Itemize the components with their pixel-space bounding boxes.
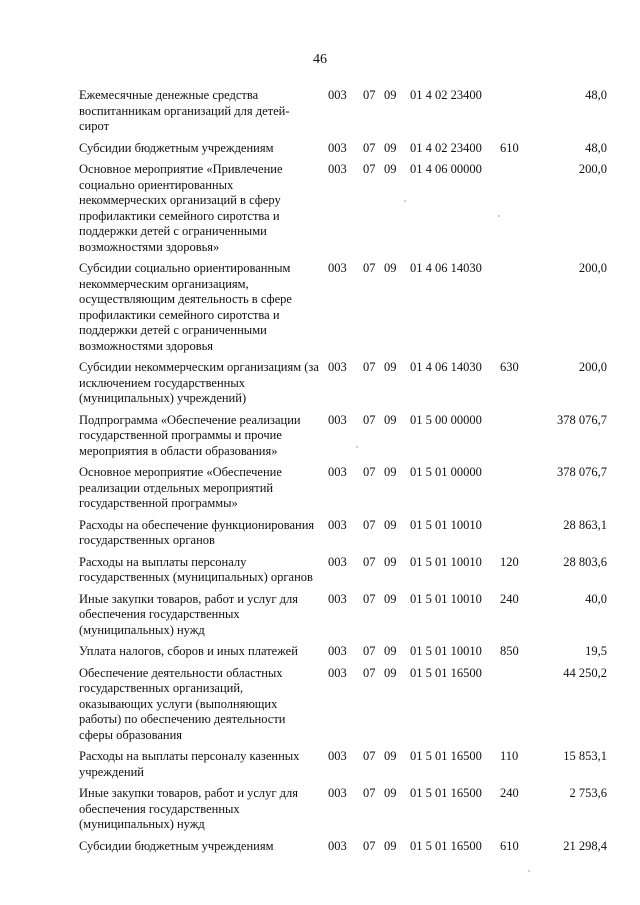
scan-speck: [356, 446, 358, 448]
row-subsection-code: 09: [384, 591, 397, 606]
row-section-code: 07: [363, 554, 376, 569]
row-ministry-code: 003: [328, 465, 347, 479]
row-amount: 48,0: [585, 88, 607, 102]
row-ministry-code: 003: [328, 162, 347, 176]
row-target-code: 01 4 06 14030: [410, 261, 482, 275]
row-name: Расходы на выплаты персоналу казенных учреждений: [79, 749, 300, 779]
row-name: Иные закупки товаров, работ и услуг для обеспечения государственных (муниципальных) нужд: [79, 591, 299, 637]
row-subsection-code: 09: [384, 465, 397, 479]
row-name: Субсидии социально ориентированным некоммерческим организациям, осуществляющим деятельность в сфере профилактики семейного сиротства и поддержки детей с ограниченными возможностями здоровья: [79, 261, 292, 353]
row-name: Расходы на выплаты персоналу государственных (муниципальных) органов: [79, 554, 313, 584]
row-name: Субсидии некоммерческим организациям (за исключением государственных (муниципальных) учреждений): [79, 360, 319, 405]
row-ministry-code: 003: [328, 591, 347, 606]
row-subsection-code: 09: [384, 517, 397, 532]
row-expense-type-code: 630: [500, 360, 519, 374]
row-section-code: 07: [363, 88, 376, 102]
row-subsection-code: 09: [384, 360, 397, 374]
row-ministry-code: 003: [328, 554, 347, 569]
row-target-code: 01 4 06 00000: [410, 162, 482, 176]
row-expense-type-code: 110: [500, 749, 519, 763]
table-row: [79, 644, 611, 660]
row-amount: 19,5: [585, 644, 607, 658]
budget-table: [79, 88, 611, 860]
row-target-code: 01 5 01 16500: [410, 838, 482, 853]
row-amount: 21 298,4: [563, 838, 607, 853]
row-target-code: 01 5 01 16500: [410, 786, 482, 800]
row-name: Иные закупки товаров, работ и услуг для обеспечения государственных (муниципальных) нужд: [79, 786, 299, 831]
row-amount: 28 863,1: [563, 517, 607, 532]
row-section-code: 07: [363, 162, 376, 176]
scan-speck: [528, 870, 530, 872]
row-name: Уплата налогов, сборов и иных платежей: [79, 644, 298, 658]
row-name: Основное мероприятие «Привлечение социально ориентированных некоммерческих организаций в сферу профилактики семейного сиротства и поддержки детей с ограниченными возможностями здоровья»: [79, 162, 283, 254]
table-row: [79, 413, 611, 460]
row-subsection-code: 09: [384, 838, 397, 853]
row-section-code: 07: [363, 786, 376, 800]
row-section-code: 07: [363, 360, 376, 374]
row-section-code: 07: [363, 465, 376, 479]
row-subsection-code: 09: [384, 412, 397, 427]
row-target-code: 01 5 00 00000: [410, 412, 482, 427]
row-section-code: 07: [363, 644, 376, 658]
row-ministry-code: 003: [328, 261, 347, 275]
row-expense-type-code: 240: [500, 786, 519, 800]
row-expense-type-code: 610: [500, 838, 519, 853]
row-target-code: 01 4 02 23400: [410, 140, 482, 155]
table-row: [79, 141, 611, 157]
row-section-code: 07: [363, 140, 376, 155]
scan-speck: [404, 200, 406, 202]
row-section-code: 07: [363, 261, 376, 275]
table-row: [79, 749, 611, 780]
scan-speck: [498, 215, 500, 217]
table-row: [79, 555, 611, 586]
row-ministry-code: 003: [328, 665, 347, 680]
row-amount: 44 250,2: [563, 665, 607, 680]
row-amount: 2 753,6: [569, 786, 607, 800]
table-row: [79, 261, 611, 354]
row-expense-type-code: 610: [500, 140, 519, 155]
row-subsection-code: 09: [384, 88, 397, 102]
row-amount: 15 853,1: [563, 749, 607, 763]
row-name: Основное мероприятие «Обеспечение реализации отдельных мероприятий государственной программы»: [79, 465, 282, 510]
table-row: [79, 518, 611, 549]
row-subsection-code: 09: [384, 786, 397, 800]
row-amount: 200,0: [578, 360, 607, 374]
row-ministry-code: 003: [328, 412, 347, 427]
row-amount: 200,0: [578, 261, 607, 275]
row-expense-type-code: 120: [500, 554, 519, 569]
row-name: Ежемесячные денежные средства воспитанникам организаций для детей-сирот: [79, 88, 290, 133]
row-subsection-code: 09: [384, 554, 397, 569]
row-ministry-code: 003: [328, 644, 347, 658]
row-subsection-code: 09: [384, 665, 397, 680]
row-subsection-code: 09: [384, 749, 397, 763]
table-row: [79, 465, 611, 512]
row-amount: 28 803,6: [563, 554, 607, 569]
row-amount: 40,0: [585, 591, 607, 606]
row-target-code: 01 4 02 23400: [410, 88, 482, 102]
row-target-code: 01 5 01 16500: [410, 665, 482, 680]
row-section-code: 07: [363, 517, 376, 532]
row-name: Субсидии бюджетным учреждениям: [79, 140, 274, 155]
row-target-code: 01 5 01 10010: [410, 644, 482, 658]
row-subsection-code: 09: [384, 261, 397, 275]
row-amount: 48,0: [585, 140, 607, 155]
row-subsection-code: 09: [384, 644, 397, 658]
table-row: [79, 88, 611, 135]
row-target-code: 01 5 01 16500: [410, 749, 482, 763]
row-section-code: 07: [363, 591, 376, 606]
row-ministry-code: 003: [328, 838, 347, 853]
row-ministry-code: 003: [328, 360, 347, 374]
row-ministry-code: 003: [328, 517, 347, 532]
table-row: [79, 162, 611, 255]
row-subsection-code: 09: [384, 140, 397, 155]
row-section-code: 07: [363, 838, 376, 853]
row-ministry-code: 003: [328, 88, 347, 102]
row-target-code: 01 5 01 00000: [410, 465, 482, 479]
row-name: Подпрограмма «Обеспечение реализации государственной программы и прочие мероприятия в области образования»: [79, 412, 301, 458]
row-name: Субсидии бюджетным учреждениям: [79, 838, 274, 853]
row-name: Расходы на обеспечение функционирования государственных органов: [79, 517, 315, 547]
row-ministry-code: 003: [328, 786, 347, 800]
table-row: [79, 592, 611, 639]
row-ministry-code: 003: [328, 140, 347, 155]
row-section-code: 07: [363, 749, 376, 763]
row-target-code: 01 5 01 10010: [410, 554, 482, 569]
row-name: Обеспечение деятельности областных государственных организаций, оказывающих услуги (выполняющих работы) по обеспечению деятельности сферы образования: [79, 665, 286, 742]
row-amount: 378 076,7: [557, 412, 607, 427]
row-section-code: 07: [363, 665, 376, 680]
row-amount: 378 076,7: [557, 465, 607, 479]
page-number: 46: [313, 52, 327, 67]
row-expense-type-code: 240: [500, 591, 519, 606]
table-row: [79, 839, 611, 855]
row-expense-type-code: 850: [500, 644, 519, 658]
row-target-code: 01 5 01 10010: [410, 517, 482, 532]
row-ministry-code: 003: [328, 749, 347, 763]
row-target-code: 01 4 06 14030: [410, 360, 482, 374]
table-row: [79, 360, 611, 407]
row-subsection-code: 09: [384, 162, 397, 176]
row-target-code: 01 5 01 10010: [410, 591, 482, 606]
table-row: [79, 666, 611, 744]
table-row: [79, 786, 611, 833]
row-amount: 200,0: [578, 162, 607, 176]
row-section-code: 07: [363, 412, 376, 427]
